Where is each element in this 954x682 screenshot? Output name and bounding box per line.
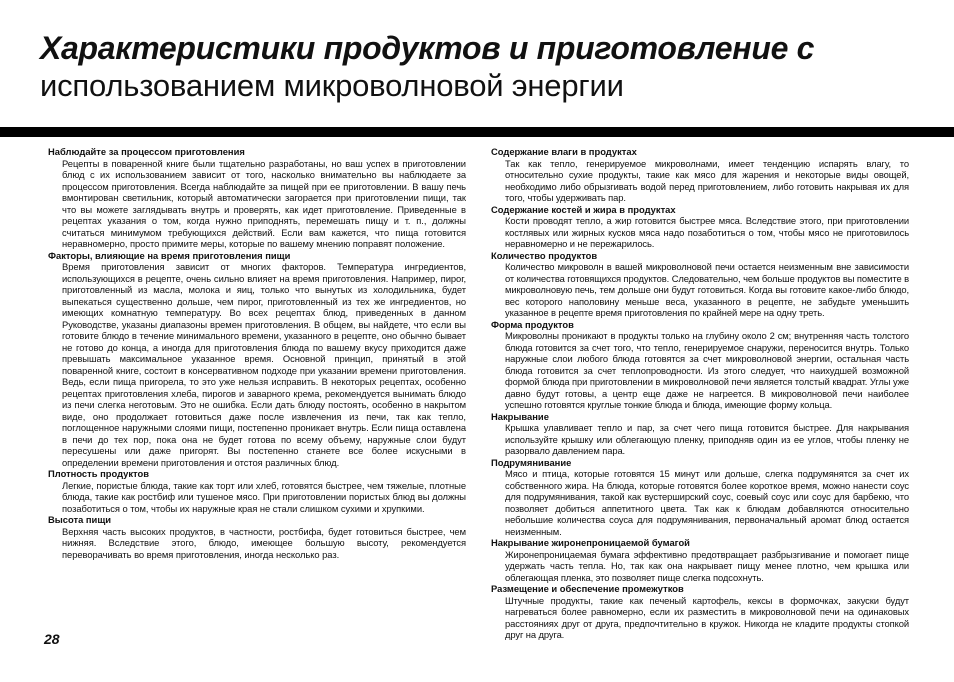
- section-spacing: [491, 583, 909, 641]
- section-watch-cooking: [48, 146, 466, 250]
- section-browning: [491, 457, 909, 538]
- section-quantity: [491, 250, 909, 319]
- header-rule: [0, 127, 954, 137]
- left-column: [48, 146, 466, 560]
- section-bones-fat: [491, 204, 909, 250]
- page-title: Характеристики продуктов и приготовление с: [40, 30, 815, 66]
- section-text: Кости проводят тепло, а жир готовится быстрее мяса. Вследствие этого, при приготовлении костлявых или жирных кусков мяса надо позаботиться о том, чтобы мясо не приготовилось неравномерно и не пережарилось.: [505, 215, 909, 249]
- section-text: Штучные продукты, такие как печеный картофель, кексы в формочках, закуски будут нагреваться более равномерно, если их разместить в микроволновой печи на одинаковых расстояниях друг от друга, предпочтительно в кружок. Никогда не кладите продукты стопкой друг на друга.: [505, 594, 909, 640]
- section-text: Микроволны проникают в продукты только на глубину около 2 см; внутренняя часть толстого блюда готовится за счет того, что тепло, генерируемое снаружи, переносится внутрь. Только наружные слои любого блюда готовятся за счет микроволновой энергии, остальная часть блюда готовится за счет теплопроводности. Из этого следует, что наихудшей возможной формой блюда при приготовлении в микроволновой печи является толстый квадрат. Углы уже давно будут готовы, а центр еще даже не нагреется. В микроволновой печи наиболее успешно готовятся круглые тонкие блюда и блюда, имеющие форму кольца.: [505, 330, 909, 410]
- section-text: Так как тепло, генерируемое микроволнами, имеет тенденцию испарять влагу, то относительно сухие продукты, такие как мясо для жарения и некоторые виды овощей, необходимо либо обрызгивать водой перед приготовлением, либо готовить накрывая их для того, чтобы удерживать пар.: [505, 157, 909, 203]
- section-heading: Форма продуктов: [491, 318, 574, 330]
- section-text: Жиронепроницаемая бумага эффективно предотвращает разбрызгивание и помогает пище удержать часть тепла. Но, так как она накрывает пищу менее плотно, чем крышка или облегающая пленка, это позволяет пище слегка подсохнуть.: [505, 548, 909, 583]
- section-cooking-time-factors: [48, 250, 466, 469]
- section-heading: Плотность продуктов: [48, 468, 150, 479]
- section-text: Рецепты в поваренной книге были тщательно разработаны, но ваш успех в приготовлении блюд с их использованием зависит от того, насколько внимательно вы наблюдаете за процессом приготовления. Всегда наблюдайте за пищей при ее приготовлении. В вашу печь вмонтирован светильник, который автоматически загорается при приготовлении пищи, так что вы можете заглядывать внутрь и проверять, как идет приготовление. Приведенные в рецептах указания о том, когда нужно приподнять, перемешать пищу и т. п., должны считаться минимумом требующихся действий. Если вам кажется, что пища готовится неравномерно, просто примите меры, которые по вашему мнению поправят положение.: [62, 157, 466, 249]
- section-moisture: [491, 146, 909, 204]
- section-text: Крышка улавливает тепло и пар, за счет чего пища готовится быстрее. Для накрывания используйте крышку или облегающую пленку, приподняв один из ее углов, чтобы пленку не разорвало давлением пара.: [505, 422, 909, 456]
- section-heading: Наблюдайте за процессом приготовления: [48, 146, 245, 157]
- section-text: Время приготовления зависит от многих факторов. Температура ингредиентов, использующихся в рецепте, очень сильно влияет на время приготовления. Например, пирог, приготовленный из масла, молока и яиц, только что вынутых из холодильника, будет выпекаться существенно дольше, чем пирог, приготовленный из тех же ингредиентов, но имеющих комнатную температуру. Во всех рецептах блюд, приведенных в данном Руководстве, указаны диапазоны времен приготовления. В общем, вы найдете, что если вы готовите блюдо в течение минимального времени, указанного в рецепте, оно обычно бывает не готово до конца, а иногда для приготовления блюда по вашему вкусу приходится даже превышать максимальное указанное время. Основной принцип, принятый в этой поваренной книге, состоит в консервативном подходе при указании времени приготовления. Ведь, если пища пригорела, то это уже нельзя исправить. В некоторых рецептах, особенно рецептах приготовления хлеба, пирогов и заварного крема, рекомендуется вынимать блюдо из печи слегка неготовым. Это не ошибка. Если дать блюду постоять, особенно в накрытом виде, оно продолжает готовиться даже после извлечения из печи, так как тепло, поглощенное наружными слоями пищи, постепенно проникает внутрь. Если пища оставлена в печи до тех пор, пока она не будет готова по всему объему, наружные слои будут пересушены или даже пригорят. Вы постепенно станете все более искусными в определении времени приготовления и отстоя различных блюд.: [62, 261, 466, 468]
- section-food-density: [48, 468, 466, 514]
- section-heading: Количество продуктов: [491, 249, 598, 261]
- section-heading: Факторы, влияющие на время приготовления пищи: [48, 249, 291, 261]
- section-covering: [491, 411, 909, 457]
- section-text: Количество микроволн в вашей микроволновой печи остается неизменным вне зависимости от количества готовящихся продуктов. Следовательно, чем больше продуктов вы поместите в микроволновую печь, тем дольше они будут готовиться. Когда вы готовите какое-либо блюдо, вес которого наполовину меньше веса, указанного в рецепте, не забудьте уменьшить указанное в рецепте время приготовления по крайней мере на одну треть.: [505, 261, 909, 318]
- section-text: Мясо и птица, которые готовятся 15 минут или дольше, слегка подрумянятся за счет их собственного жира. На блюда, которые готовятся более короткое время, можно нанести соус для подрумянивания, такой как вустерширский соус, соевый соус или соус для барбекю, что позволяет добиться аппетитного цвета. Так как к блюдам добавляются относительно небольшие количества соуса для подрумянивания, первоначальный аромат блюд остается неизменным.: [505, 468, 909, 537]
- section-shape: [491, 319, 909, 411]
- section-text: Легкие, пористые блюда, такие как торт или хлеб, готовятся быстрее, чем тяжелые, плотные блюда, такие как ростбиф или тушеное мясо. При приготовлении пористых блюд вы должны позаботиться о том, чтобы их наружные края не стали слишком сухими и хрупкими.: [62, 479, 466, 514]
- page-number: 28: [44, 631, 60, 647]
- section-text: Верхняя часть высоких продуктов, в частности, ростбифа, будет готовиться быстрее, чем нижняя. Вследствие этого, блюдо, имеющее большую высоту, рекомендуется переворачивать во время приготовления, иногда несколько раз.: [62, 525, 466, 560]
- page-subtitle: использованием микроволновой энергии: [40, 68, 624, 103]
- right-column: [491, 146, 909, 641]
- section-heading: Высота пищи: [48, 514, 111, 525]
- section-food-height: [48, 514, 466, 560]
- section-heading: Размещение и обеспечение промежутков: [491, 583, 684, 594]
- section-heading: Содержание влаги в продуктах: [491, 146, 637, 157]
- section-heading: Накрывание жиронепроницаемой бумагой: [491, 537, 690, 548]
- section-heading: Накрывание: [491, 410, 549, 422]
- section-heading: Содержание костей и жира в продуктах: [491, 203, 676, 215]
- section-heading: Подрумянивание: [491, 456, 572, 468]
- section-wax-paper: [491, 537, 909, 583]
